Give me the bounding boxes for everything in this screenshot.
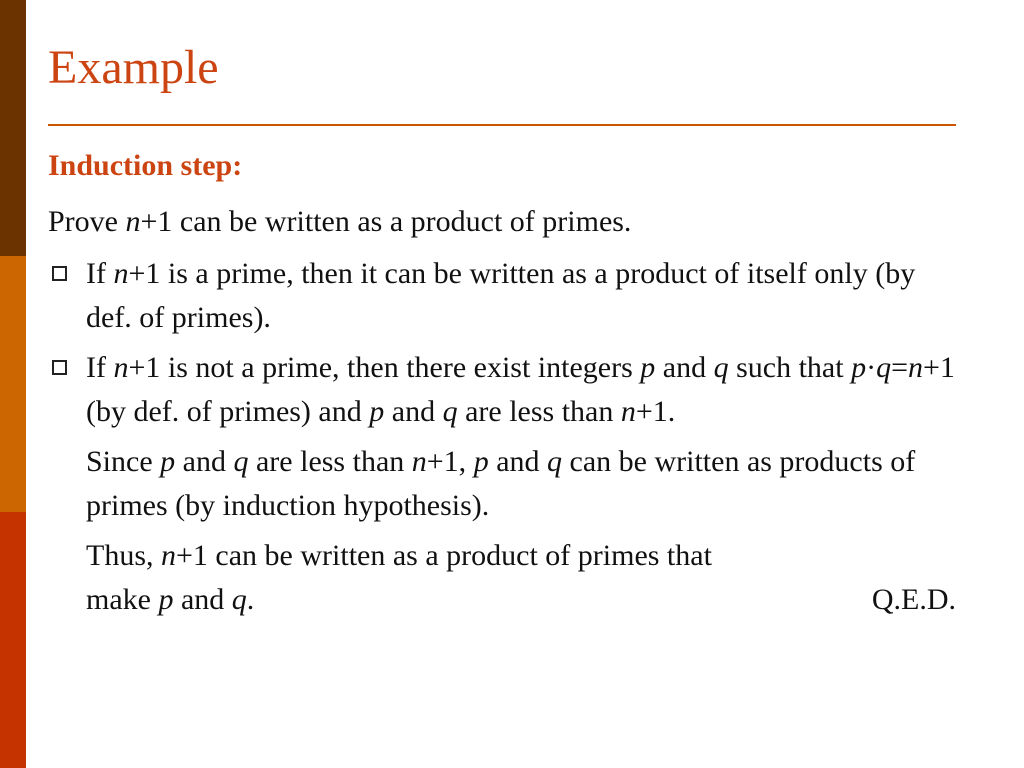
- slide-body: [48, 144, 968, 622]
- hollow-square-bullet-icon: [52, 266, 67, 281]
- since-paragraph: Since p and q are less than n+1, p and q can be written as products of primes (by induction hypothesis).: [86, 445, 916, 522]
- slide-title: Example: [48, 41, 219, 94]
- qed-mark: Q.E.D.: [871, 583, 956, 616]
- induction-step-heading: Induction step:: [48, 149, 243, 182]
- accent-bar-bottom: [0, 512, 26, 768]
- accent-bar-top: [0, 0, 26, 256]
- bullet-prime-case: If n+1 is a prime, then it can be written as a product of itself only (by def. of primes).: [48, 252, 968, 340]
- hollow-square-bullet-icon: [52, 360, 67, 375]
- title-divider: [48, 124, 956, 126]
- conclusion-row: [48, 578, 968, 622]
- accent-bar-middle: [0, 256, 26, 512]
- thus-paragraph: Thus, n+1 can be written as a product of primes that: [86, 539, 712, 572]
- prove-statement: Prove n+1 can be written as a product of primes.: [48, 205, 632, 238]
- left-accent-bar: [0, 0, 26, 768]
- conclusion-text: make p and q.: [86, 583, 255, 616]
- bullet-composite-case: If n+1 is not a prime, then there exist integers p and q such that p·q=n+1 (by def. of primes) and p and q are less than n+1.: [48, 346, 968, 434]
